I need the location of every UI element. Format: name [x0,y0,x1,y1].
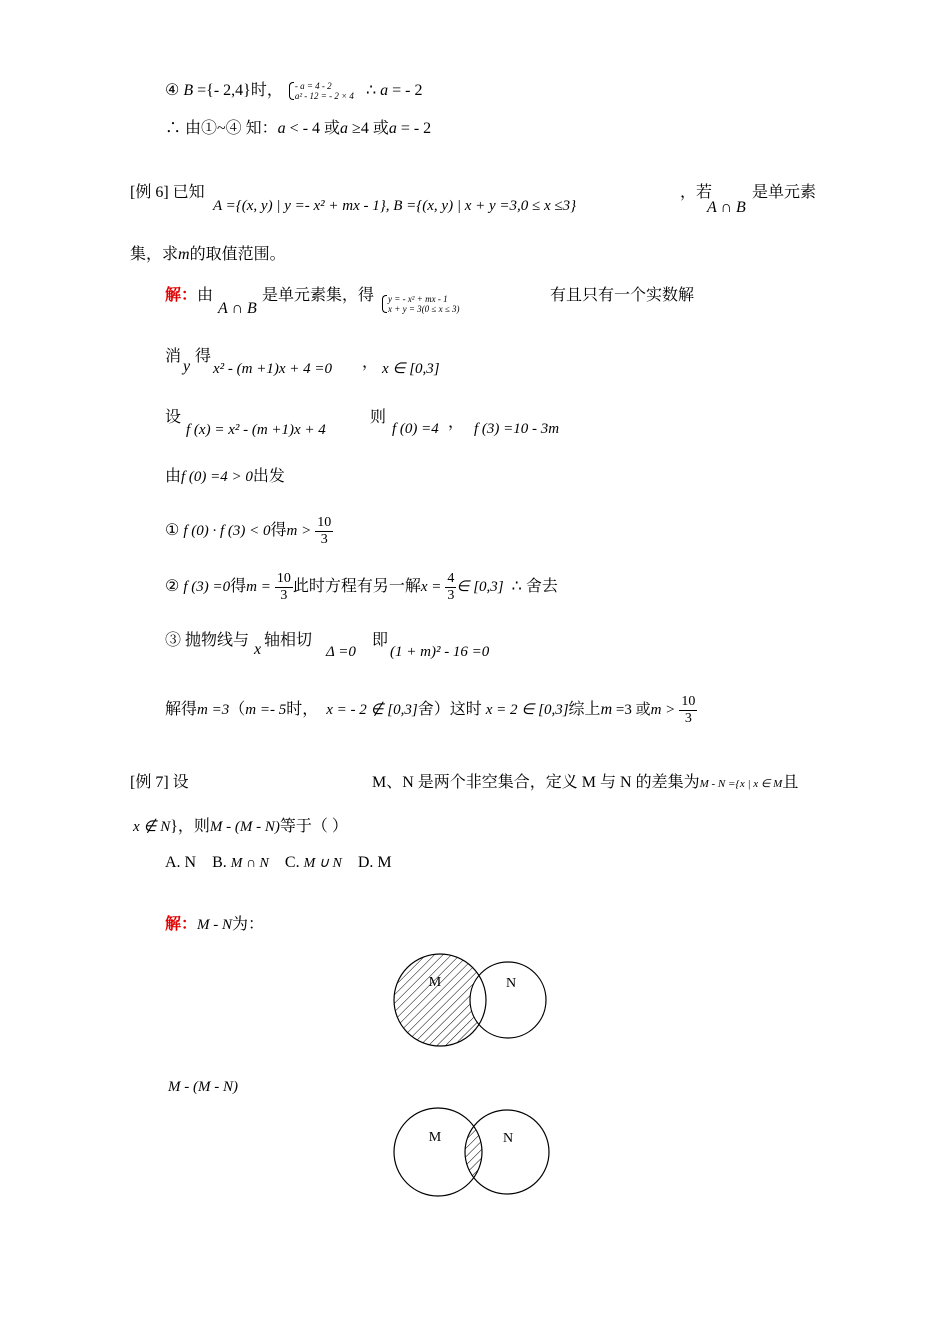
text: 是单元素集，得 [262,287,375,304]
line2-text: 集，求 [130,246,179,263]
option-b[interactable]: M ∩ N [230,856,269,871]
fraction [679,694,697,727]
venn-diagram-intersection [390,1105,555,1205]
f3-value: f (3) =10 - 3m [474,421,560,437]
var-a: a [380,82,389,99]
option-c[interactable]: M ∪ N [303,856,342,871]
case-1 [165,511,333,551]
text: 此时方程有另一解 [292,578,421,595]
fraction [315,515,333,548]
fraction [445,571,456,604]
label-m: M [428,975,442,990]
intersection: A ∩ B [707,199,746,216]
set-b: B [183,82,194,99]
example-6-sets [213,195,576,217]
system-brace [380,294,460,314]
conclusion-line [165,118,431,140]
option-d[interactable]: D. M [357,854,392,871]
expression: M - (M - N) [209,819,280,835]
domain: x ∈ [0,3] [382,361,440,377]
text: 消 [165,348,182,365]
denominator: 3 [684,710,692,726]
text: 得 [230,578,247,595]
text: 且 [782,774,799,791]
case-3-eq [390,641,489,663]
inequality: m > [650,702,676,718]
example-7-heading: [例 7] 设 [130,774,189,791]
condition: x ∉ N [133,819,171,835]
solution-6-text2 [262,285,374,307]
solution-6-intersection [218,298,257,320]
step-define-then [370,407,386,429]
case-2 [165,567,558,607]
solution-label: 解： [165,287,198,304]
single-element-text: 是单元素 [752,184,817,201]
var-a: a [277,120,286,137]
text: 轴相切 [264,632,313,649]
example-7-label [130,772,189,794]
option-c-label[interactable]: C. [284,854,300,871]
numerator: 10 [317,514,332,530]
var-x: x [254,641,262,658]
denominator: 3 [280,587,288,603]
step-eliminate-comma [362,352,378,374]
text: 由 [165,468,182,485]
text: =3 或 [612,702,651,718]
equation: x = [420,579,442,595]
inequality: m > [286,523,312,539]
solution-6-line1 [165,285,213,307]
condition: x = 2 ∈ [0,3] [485,702,569,718]
paren: （ [229,701,246,718]
case-3 [165,630,249,652]
example-7-line2 [133,816,348,838]
case-3-x [254,639,261,661]
definition: M - N ={x | x ∈ M [699,778,783,790]
label-n: N [502,1131,514,1146]
brace-eq-1: y = - x² + mx - 1 [388,294,448,305]
discriminant: Δ =0 [326,644,356,660]
var-m: m [178,246,190,263]
step-eliminate [165,346,181,368]
step-define [165,407,181,429]
denominator: 3 [320,531,328,547]
brace-eq-2: a² - 12 = - 2 × 4 [294,91,354,102]
text: 综上 [568,701,601,718]
text: 时， [286,701,319,718]
case-4-line [165,80,422,102]
cond-3: = - 2 [396,120,432,137]
case-4-text: ={- 2,4}时， [193,82,283,99]
cond-2: ≥4 或 [348,120,389,137]
text: 得 [195,348,212,365]
step-eliminate-eq [213,358,332,380]
text: ∴ 舍去 [511,578,558,595]
venn-diagram-difference [393,945,553,1055]
example-7-text [372,772,798,795]
step-define-f0 [392,418,439,440]
text: 出发 [252,468,285,485]
circled-4: ④ [165,82,184,99]
condition: x = - 2 ∉ [0,3] [326,702,418,718]
text: }，则 [170,818,210,835]
var-y: y [183,358,191,375]
solution-6-text3 [550,285,694,307]
step-eliminate-domain [382,358,440,380]
example-6-heading [130,182,205,204]
system-brace [287,81,354,101]
brace-eq-1: - a = 4 - 2 [294,81,332,92]
brace-eq-2: x + y = 3(0 ≤ x ≤ 3) [388,304,460,315]
equation: m = [246,579,271,595]
example-6-line2 [130,244,286,266]
denominator: 3 [447,587,455,603]
example-6-intersection [707,197,746,219]
step-start [165,466,285,488]
text: 等于（ ） [279,818,348,835]
value: = - 2 [388,82,423,99]
text: 则 [370,409,387,426]
option-b-label[interactable]: B. [212,854,227,871]
solution: m =3 [197,702,230,718]
var-m: m [600,701,613,718]
step-define-comma [448,412,464,434]
condition: f (0) · f (3) < 0 [183,523,271,539]
therefore: ∴ [365,82,381,99]
text: ③ 抛物线与 [165,632,250,649]
intersection: A ∩ B [218,300,257,317]
label-n: N [505,976,517,991]
circled-1: ① [165,522,184,539]
f0-value: f (0) =4 [392,421,439,437]
text: 设 [165,409,182,426]
example-7-options [165,852,392,875]
text: 由 [197,287,214,304]
example-6-tail [752,182,816,204]
final-line [165,690,697,730]
comma: ， [362,354,379,371]
numerator: 4 [447,570,455,586]
cond-1: < - 4 或 [285,120,341,137]
text: 为： [232,916,265,933]
step-define-f [186,419,326,441]
text: 得 [270,522,287,539]
step-eliminate-y [183,356,190,378]
value: m =- 5 [245,702,287,718]
comma: ， [448,414,465,431]
domain: ∈ [0,3] [456,579,504,595]
case-3-delta [326,641,356,663]
example-6-label: [例 6] 已知 [130,184,205,201]
ruo-text: ，若 [680,184,713,201]
expression: M - (M - N) [168,1079,238,1095]
case-3-text [264,630,312,652]
conclusion-text: ∴ 由①~④ 知： [165,120,278,137]
option-a[interactable]: A. N [165,854,197,871]
solution-7-line [165,914,264,936]
case-3-ji [372,630,388,652]
circled-2: ② [165,578,184,595]
step-define-f3 [474,418,559,440]
text: 有且只有一个实数解 [550,287,695,304]
label-m: M [428,1130,442,1145]
solution-6-system [380,293,460,315]
condition: f (0) =4 > 0 [181,469,253,485]
fraction [275,571,293,604]
text: 解得 [165,701,198,718]
var-a: a [388,120,397,137]
set-definitions: A ={(x, y) | y =- x² + mx - 1}, B ={(x, y) | x + y =3,0 ≤ x ≤3} [213,198,577,214]
function-def: f (x) = x² - (m +1)x + 4 [186,422,326,438]
line2-tail: 的取值范围。 [189,246,286,263]
text: M、N 是两个非空集合，定义 M 与 N 的差集为 [372,774,700,791]
text: 即 [372,632,389,649]
expression: M - N [197,917,233,933]
numerator: 10 [276,570,291,586]
var-a: a [340,120,349,137]
step-eliminate-de [195,346,211,368]
solution-label: 解： [165,916,198,933]
solution-7-expr2 [168,1076,238,1098]
equation: (1 + m)² - 16 =0 [390,644,490,660]
condition: f (3) =0 [183,579,231,595]
text: 舍）这时 [417,701,482,718]
numerator: 10 [681,693,696,709]
equation: x² - (m +1)x + 4 =0 [213,361,332,377]
